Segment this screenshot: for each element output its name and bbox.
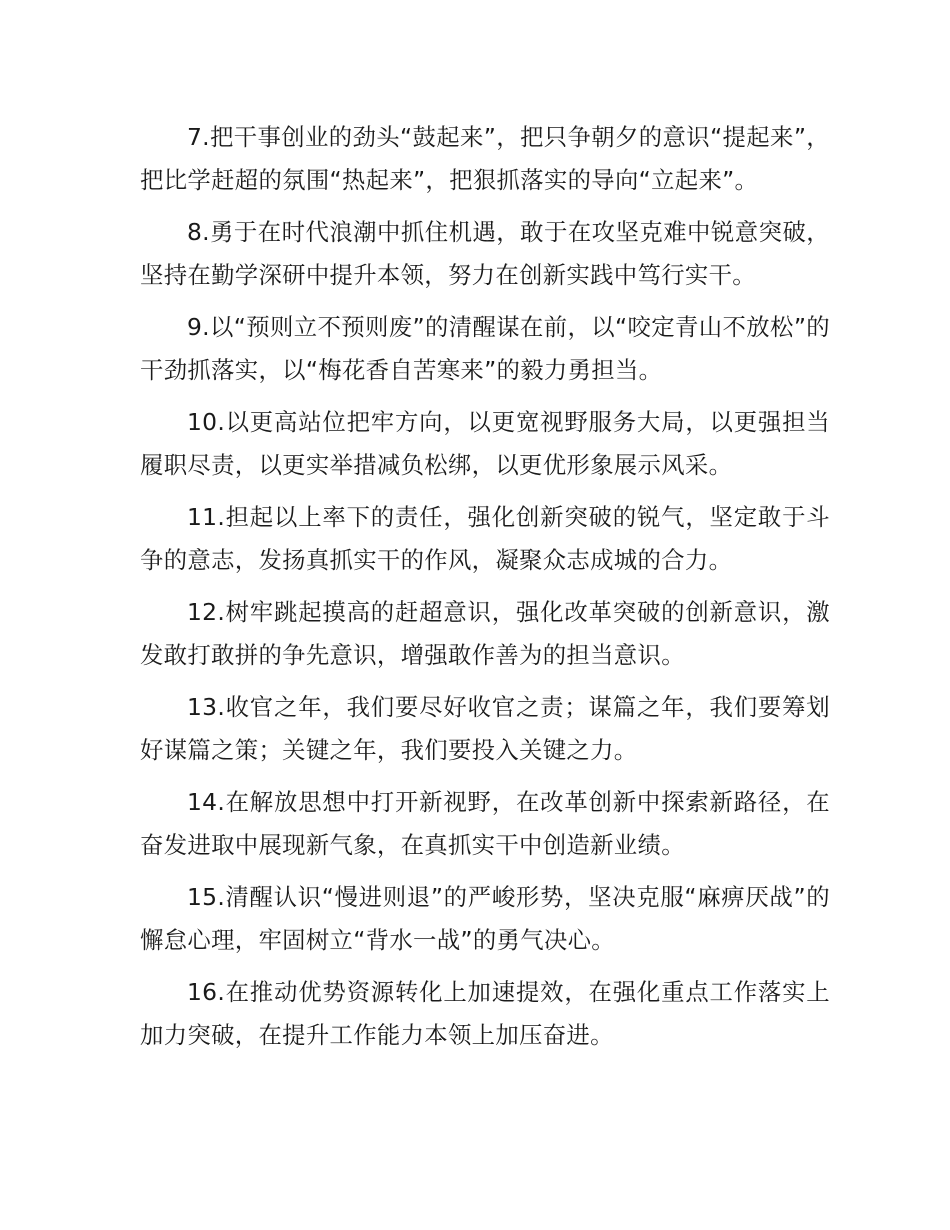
paragraph-15: 15.清醒认识“慢进则退”的严峻形势，坚决克服“麻痹厌战”的懈怠心理，牢固树立“背水一战”的勇气决心。 xyxy=(140,883,830,954)
paragraph-12: 12.树牢跳起摸高的赶超意识，强化改革突破的创新意识，激发敢打敢拼的争先意识，增强敢作善为的担当意识。 xyxy=(140,598,830,669)
paragraph-13: 13.收官之年，我们要尽好收官之责；谋篇之年，我们要筹划好谋篇之策；关键之年，我们要投入关键之力。 xyxy=(140,693,830,764)
paragraph-11: 11.担起以上率下的责任，强化创新突破的锐气，坚定敢于斗争的意志，发扬真抓实干的作风，凝聚众志成城的合力。 xyxy=(140,503,830,574)
paragraph-16: 16.在推动优势资源转化上加速提效，在强化重点工作落实上加力突破，在提升工作能力本领上加压奋进。 xyxy=(140,978,830,1049)
document-body xyxy=(140,116,830,1066)
paragraph-7: 7.把干事创业的劲头“鼓起来”，把只争朝夕的意识“提起来”，把比学赶超的氛围“热起来”，把狠抓落实的导向“立起来”。 xyxy=(140,123,830,194)
paragraph-8: 8.勇于在时代浪潮中抓住机遇，敢于在攻坚克难中锐意突破，坚持在勤学深研中提升本领，努力在创新实践中笃行实干。 xyxy=(140,218,830,289)
paragraph-9: 9.以“预则立不预则废”的清醒谋在前，以“咬定青山不放松”的干劲抓落实，以“梅花香自苦寒来”的毅力勇担当。 xyxy=(140,313,830,384)
paragraph-14: 14.在解放思想中打开新视野，在改革创新中探索新路径，在奋发进取中展现新气象，在真抓实干中创造新业绩。 xyxy=(140,788,830,859)
paragraph-10: 10.以更高站位把牢方向，以更宽视野服务大局，以更强担当履职尽责，以更实举措减负松绑，以更优形象展示风采。 xyxy=(140,408,830,479)
